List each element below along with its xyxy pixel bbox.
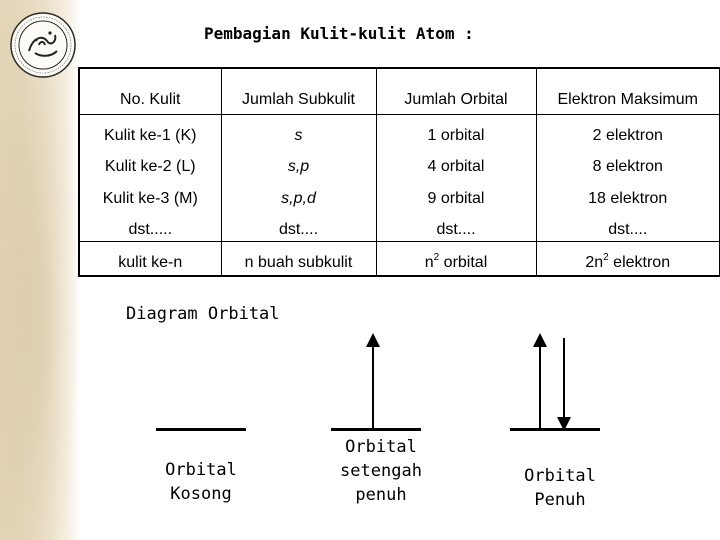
- table-cell: dst....: [536, 210, 720, 242]
- header-jumlah-subkulit: Jumlah Subkulit: [221, 68, 376, 115]
- table-cell: dst....: [376, 210, 536, 242]
- table-cell: 2 elektron: [536, 115, 720, 147]
- table-cell: kulit ke-n: [79, 242, 221, 276]
- table-cell: 8 elektron: [536, 147, 720, 179]
- elektron-2n: 2n: [585, 253, 604, 271]
- superscript: 2: [433, 251, 440, 263]
- table-cell: 1 orbital: [376, 115, 536, 147]
- table-cell: dst....: [221, 210, 376, 242]
- table-cell: s: [221, 115, 376, 147]
- table-cell: 9 orbital: [376, 178, 536, 210]
- table-cell: s,p: [221, 147, 376, 179]
- header-elektron-maksimum: Elektron Maksimum: [536, 68, 720, 115]
- header-jumlah-orbital: Jumlah Orbital: [376, 68, 536, 115]
- table-cell: Kulit ke-1 (K): [79, 115, 221, 147]
- table-cell: s,p,d: [221, 178, 376, 210]
- table-cell: 4 orbital: [376, 147, 536, 179]
- orbital-suffix: orbital: [439, 253, 488, 271]
- table-cell: 18 elektron: [536, 178, 720, 210]
- header-no-kulit: No. Kulit: [79, 68, 221, 115]
- elektron-suffix: elektron: [608, 253, 671, 271]
- label-orbital-setengah-penuh: Orbital setengah penuh: [340, 437, 422, 505]
- orbital-n: n: [424, 253, 434, 271]
- table-cell: Kulit ke-2 (L): [79, 147, 221, 179]
- page-title: Pembagian Kulit-kulit Atom :: [204, 24, 474, 43]
- diagram-title: Diagram Orbital: [126, 304, 280, 324]
- table-cell: dst.....: [79, 210, 221, 242]
- table-cell: Kulit ke-3 (M): [79, 178, 221, 210]
- label-orbital-kosong: Orbital Kosong: [165, 460, 237, 504]
- superscript: 2: [603, 251, 609, 263]
- table-cell: n buah subkulit: [221, 242, 376, 276]
- label-orbital-penuh: Orbital Penuh: [524, 466, 596, 510]
